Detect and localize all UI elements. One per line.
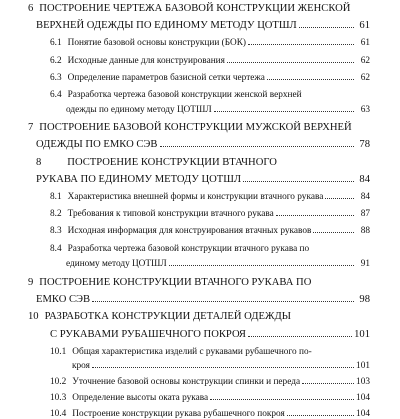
dot-leader — [248, 335, 352, 337]
entry-number: 8 — [36, 157, 42, 168]
entry-title: Общая характеристика изделий с рукавами рубашечного по- — [72, 347, 312, 357]
dot-leader — [92, 366, 354, 368]
toc-entry-10-1 — [50, 347, 370, 357]
entry-title: РАЗРАБОТКА КОНСТРУКЦИИ ДЕТАЛЕЙ ОДЕЖДЫ — [44, 311, 291, 322]
entry-number: 6.1 — [50, 38, 62, 48]
entry-title: Характеристика внешней формы и конструкции втачного рукава — [67, 192, 324, 202]
dot-leader — [299, 26, 354, 28]
toc-entry-6 — [28, 3, 370, 14]
toc-entry-6-3 — [50, 73, 370, 83]
entry-page: 62 — [360, 73, 370, 83]
entry-title-cont: РУКАВА ПО ЕДИНОМУ МЕТОДУ ЦОТШЛ — [36, 174, 242, 185]
entry-page: 103 — [356, 377, 370, 387]
entry-number: 10.4 — [50, 409, 67, 419]
entry-page: 88 — [360, 226, 370, 236]
dot-leader — [214, 110, 354, 112]
entry-page: 63 — [360, 105, 370, 115]
entry-title-cont: ОДЕЖДЫ ПО ЕМКО СЭВ — [36, 139, 158, 150]
entry-page: 87 — [360, 209, 370, 219]
entry-page: 61 — [359, 20, 370, 31]
entry-page: 98 — [359, 294, 370, 305]
toc-entry-6-2 — [50, 56, 370, 66]
entry-title: Уточнение базовой основы конструкции спинки и переда — [72, 377, 301, 387]
entry-number: 8.3 — [50, 226, 62, 236]
entry-page: 104 — [356, 393, 370, 403]
entry-number: 6.4 — [50, 90, 62, 100]
entry-title: Построение конструкции рукава рубашечного покроя — [72, 409, 285, 419]
dot-leader — [243, 180, 354, 182]
dot-leader — [313, 231, 354, 233]
toc-entry-6-4-cont — [66, 105, 370, 115]
entry-number: 8.1 — [50, 192, 62, 202]
dot-leader — [302, 382, 354, 384]
toc-entry-10-4 — [50, 409, 370, 419]
entry-title: Понятие базовой основы конструкции (БОК) — [67, 38, 247, 48]
toc-entry-6-1 — [50, 38, 370, 48]
entry-title-cont: одежды по единому методу ЦОТШЛ — [66, 105, 212, 115]
entry-page: 91 — [360, 259, 370, 269]
dot-leader — [227, 61, 354, 63]
entry-page: 101 — [354, 329, 370, 340]
entry-title: ПОСТРОЕНИЕ БАЗОВОЙ КОНСТРУКЦИИ МУЖСКОЙ ВЕРХНЕЙ — [39, 122, 352, 133]
entry-title-cont: ЕМКО СЭВ — [36, 294, 91, 305]
toc-entry-8-3 — [50, 226, 370, 236]
entry-number: 10.3 — [50, 393, 67, 403]
dot-leader — [325, 197, 354, 199]
entry-title: Определение параметров базисной сетки чертежа — [67, 73, 265, 83]
dot-leader — [92, 300, 354, 302]
entry-page: 62 — [360, 56, 370, 66]
entry-title-cont: С РУКАВАМИ РУБАШЕЧНОГО ПОКРОЯ — [50, 329, 246, 340]
entry-page: 84 — [359, 174, 370, 185]
toc-entry-10-cont — [50, 329, 370, 340]
toc-entry-10-3 — [50, 393, 370, 403]
entry-number: 7 — [28, 122, 34, 133]
entry-number: 9 — [28, 277, 34, 288]
entry-title-cont: ВЕРХНЕЙ ОДЕЖДЫ ПО ЕДИНОМУ МЕТОДУ ЦОТШЛ — [36, 20, 297, 31]
dot-leader — [160, 145, 355, 147]
entry-title: Разработка чертежа базовой конструкции втачного рукава по — [67, 244, 310, 254]
toc-entry-8-4 — [50, 244, 370, 254]
toc-entry-8-2 — [50, 209, 370, 219]
entry-title: Разработка чертежа базовой конструкции женской верхней — [67, 90, 302, 100]
entry-title: Исходные данные для конструирования — [67, 56, 225, 66]
toc-entry-9 — [28, 277, 370, 288]
dot-leader — [248, 43, 354, 45]
entry-title: Исходная информация для конструирования втачных рукавов — [67, 226, 312, 236]
entry-title: Определение высоты оката рукава — [72, 393, 209, 403]
dot-leader — [276, 214, 354, 216]
entry-page: 61 — [360, 38, 370, 48]
entry-page: 104 — [356, 409, 370, 419]
dot-leader — [287, 414, 354, 416]
dot-leader — [169, 264, 354, 266]
toc-entry-10-1-cont — [72, 361, 370, 371]
entry-number: 8.4 — [50, 244, 62, 254]
entry-page: 84 — [360, 192, 370, 202]
entry-title: Требования к типовой конструкции втачного рукава — [67, 209, 274, 219]
entry-page: 101 — [356, 361, 370, 371]
entry-title-cont: единому методу ЦОТШЛ — [66, 259, 167, 269]
entry-number: 10.1 — [50, 347, 67, 357]
toc-entry-8-4-cont — [66, 259, 370, 269]
toc-entry-10 — [28, 311, 370, 322]
entry-number: 6 — [28, 3, 34, 14]
entry-title: ПОСТРОЕНИЕ КОНСТРУКЦИИ ВТАЧНОГО РУКАВА ПО — [39, 277, 312, 288]
toc-entry-8-cont — [36, 174, 370, 185]
entry-number: 8.2 — [50, 209, 62, 219]
toc-entry-6-cont — [36, 20, 370, 31]
toc-entry-10-2 — [50, 377, 370, 387]
toc-entry-6-4 — [50, 90, 370, 100]
entry-number: 6.3 — [50, 73, 62, 83]
entry-number: 6.2 — [50, 56, 62, 66]
toc-entry-8-1 — [50, 192, 370, 202]
entry-title: ПОСТРОЕНИЕ КОНСТРУКЦИИ ВТАЧНОГО — [67, 157, 277, 168]
toc-entry-9-cont — [36, 294, 370, 305]
dot-leader — [267, 78, 354, 80]
entry-title-cont: кроя — [72, 361, 90, 371]
entry-number: 10 — [28, 311, 39, 322]
toc-entry-7 — [28, 122, 370, 133]
entry-title: ПОСТРОЕНИЕ ЧЕРТЕЖА БАЗОВОЙ КОНСТРУКЦИИ ЖЕНСКОЙ — [39, 3, 351, 14]
entry-number: 10.2 — [50, 377, 67, 387]
toc-entry-7-cont — [36, 139, 370, 150]
toc-entry-8 — [36, 157, 370, 168]
entry-page: 78 — [359, 139, 370, 150]
